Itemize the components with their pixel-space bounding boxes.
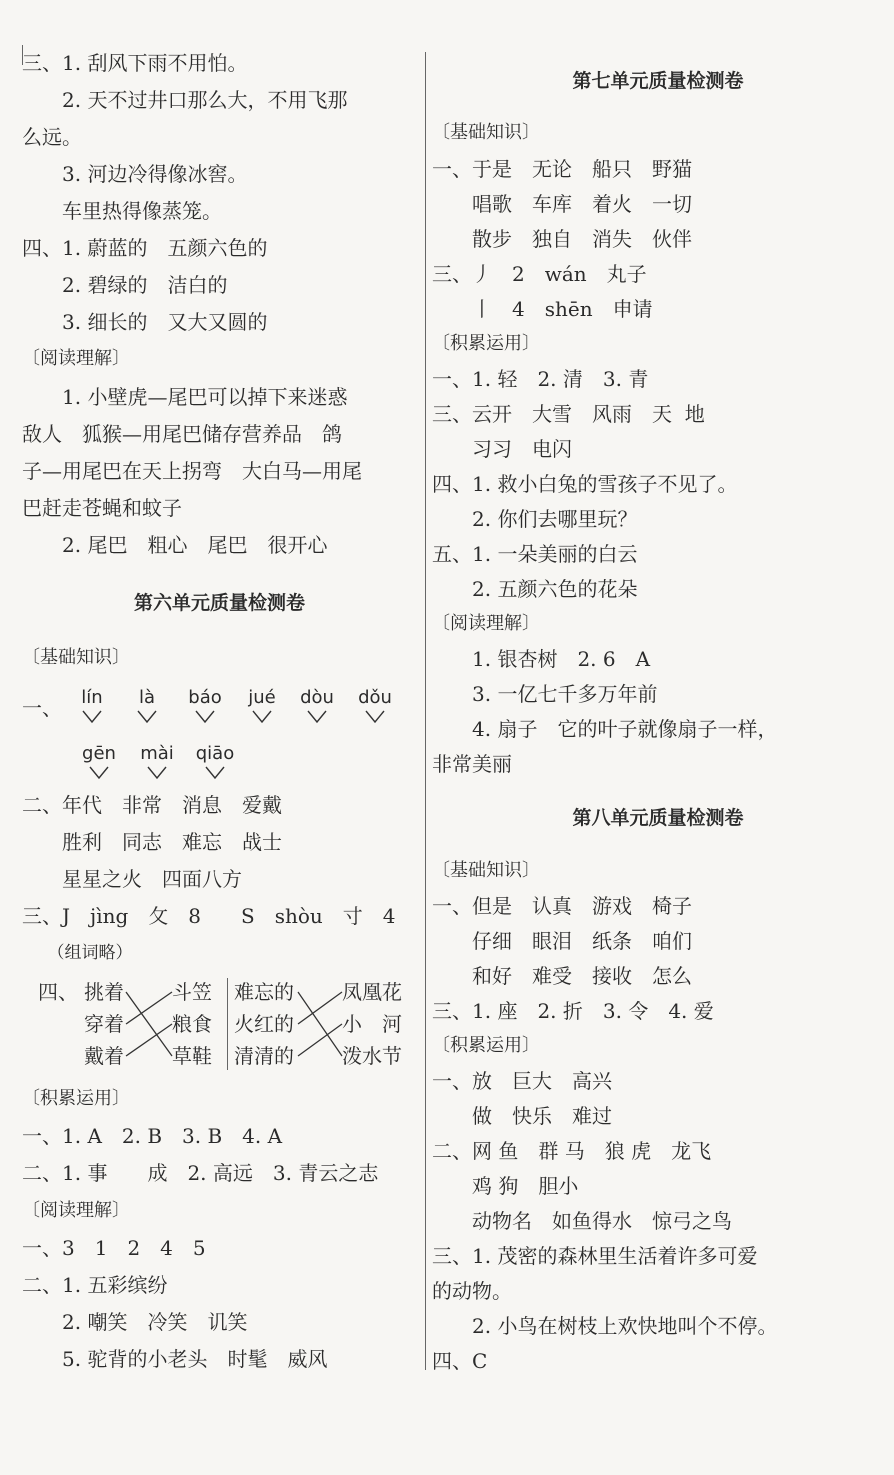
answer-line: 一、1. A 2. B 3. B 4. A [22,1124,283,1148]
match-item: 小 河 [342,1012,402,1036]
unit7-title: 第七单元质量检测卷 [572,70,744,92]
match-divider [227,978,228,1070]
pinyin-syllable: dòu [300,687,334,708]
match-lines-right [296,980,344,1070]
section-header: 〔积累运用〕 [432,333,540,354]
section-header: 〔基础知识〕 [22,647,130,668]
answer-line: 4. 扇子 它的叶子就像扇子一样， [432,717,778,741]
answer-line: 三、1. 座 2. 折 3. 令 4. 爱 [432,999,714,1023]
answer-line: 2. 五颜六色的花朵 [432,577,638,601]
pinyin-row-2 [22,742,417,792]
answer-line: 四、C [432,1349,488,1373]
answer-line: 胜利 同志 难忘 战士 [22,830,282,854]
answer-line: 一、1. 轻 2. 清 3. 青 [432,367,649,391]
match-item: 泼水节 [342,1044,402,1068]
answer-line: 三、J jìng 攵 8 S shòu 寸 4 [22,904,396,928]
answer-line: 一、3 1 2 4 5 [22,1236,206,1260]
check-mark-icon [203,766,227,780]
section-header: 〔积累运用〕 [432,1035,540,1056]
section-header: 〔阅读理解〕 [22,348,130,369]
answer-line: 星星之火 四面八方 [22,867,242,891]
answer-line: 三、云开 大雪 风雨 天 地 [432,402,705,426]
match-item: 粮食 [172,1012,212,1036]
check-mark-icon [250,710,274,724]
check-mark-icon [193,710,217,724]
pinyin-item [67,686,117,724]
pinyin-syllable: dǒu [358,687,392,708]
answer-line: 做 快乐 难过 [432,1104,612,1128]
pinyin-syllable: jué [248,687,276,708]
answer-line: 唱歌 车库 着火 一切 [432,192,692,216]
check-mark-icon [80,710,104,724]
answer-line: 一、放 巨大 高兴 [432,1069,612,1093]
answer-line: 二、年代 非常 消息 爱戴 [22,793,282,817]
answer-line: 五、1. 一朵美丽的白云 [432,542,638,566]
pinyin-syllable: là [138,687,156,708]
match-item: 清清的 [234,1044,294,1068]
pinyin-item [190,742,240,780]
check-mark-icon [305,710,329,724]
answer-line: 2. 你们去哪里玩？ [432,507,638,531]
pinyin-item [122,686,172,724]
pinyin-syllable: báo [188,687,222,708]
answer-line: 鸡 狗 胆小 [432,1174,579,1198]
answer-line: 巴赶走苍蝇和蚊子 [22,496,182,520]
answer-line: 和好 难受 接收 怎么 [432,964,692,988]
answer-line: 一、但是 认真 游戏 椅子 [432,894,692,918]
pinyin-item [132,742,182,780]
answer-line: 习习 电闪 [432,437,572,461]
answer-line: 2. 嘲笑 冷笑 讥笑 [22,1310,248,1334]
unit6-title: 第六单元质量检测卷 [133,592,305,614]
answer-line: 敌人 狐猴—用尾巴储存营养品 鸽 [22,422,342,446]
column-divider [425,52,426,1370]
section-header: 〔阅读理解〕 [432,613,540,634]
pinyin-syllable: mài [140,743,174,764]
match-item: 难忘的 [234,980,294,1004]
pinyin-item [180,686,230,724]
pinyin-item [237,686,287,724]
answer-line: 二、1. 五彩缤纷 [22,1273,168,1297]
answer-line: 三、丿 2 wán 丸子 [432,262,647,286]
pinyin-item [350,686,400,724]
section-header: 〔阅读理解〕 [22,1200,130,1221]
pinyin-syllable: qiāo [195,743,235,764]
section-header: 〔基础知识〕 [432,860,540,881]
answer-line: 2. 天不过井口那么大，不用飞那 [22,88,348,112]
answer-line: 1. 小壁虎—尾巴可以掉下来迷惑 [22,385,348,409]
match-item: 斗笠 [172,980,212,1004]
answer-line: 仔细 眼泪 纸条 咱们 [432,929,692,953]
question-prefix: 一、 [22,696,62,720]
answer-line: 1. 银杏树 2. 6 A [432,647,651,671]
answer-line: 一、于是 无论 船只 野猫 [432,157,692,181]
answer-line: 丨 4 shēn 申请 [432,297,653,321]
answer-line: 的动物。 [432,1279,512,1303]
pinyin-item [74,742,124,780]
answer-line: 2. 碧绿的 洁白的 [22,273,228,297]
pinyin-item [292,686,342,724]
match-item: 挑着 [84,980,124,1004]
match-item: 草鞋 [172,1044,212,1068]
answer-line: 非常美丽 [432,752,512,776]
answer-line: 5. 驼背的小老头 时髦 威风 [22,1347,328,1371]
section-header: 〔基础知识〕 [432,122,540,143]
match-item: 穿着 [84,1012,124,1036]
answer-line: 3. 河边冷得像冰窖。 [22,162,248,186]
answer-line: 散步 独自 消失 伙伴 [432,227,692,251]
answer-line: 动物名 如鱼得水 惊弓之鸟 [432,1209,732,1233]
answer-line: 子—用尾巴在天上拐弯 大白马—用尾 [22,459,362,483]
answer-line: 3. 细长的 又大又圆的 [22,310,268,334]
answer-line: 四、1. 救小白兔的雪孩子不见了。 [432,472,738,496]
answer-line: 二、1. 事 成 2. 高远 3. 青云之志 [22,1161,379,1185]
check-mark-icon [87,766,111,780]
check-mark-icon [135,710,159,724]
unit8-title: 第八单元质量检测卷 [572,807,744,829]
pinyin-syllable: gēn [82,743,116,764]
answer-line: （组词略） [22,943,133,963]
match-lines-left [124,980,174,1070]
answer-line: 四、1. 蔚蓝的 五颜六色的 [22,236,268,260]
section-header: 〔积累运用〕 [22,1088,130,1109]
match-item: 凤凰花 [342,980,402,1004]
question-prefix: 四、 [38,980,78,1004]
pinyin-row-1 [22,686,417,736]
answer-line: 三、1. 茂密的森林里生活着许多可爱 [432,1244,758,1268]
answer-line: 2. 尾巴 粗心 尾巴 很开心 [22,533,328,557]
match-item: 戴着 [84,1044,124,1068]
answer-line: 三、1. 刮风下雨不用怕。 [22,51,248,75]
check-mark-icon [145,766,169,780]
answer-line: 车里热得像蒸笼。 [22,199,222,223]
answer-line: 二、网 鱼 群 马 狼 虎 龙飞 [432,1139,712,1163]
check-mark-icon [363,710,387,724]
pinyin-syllable: lín [81,687,103,708]
answer-line: 3. 一亿七千多万年前 [432,682,658,706]
answer-line: 2. 小鸟在树枝上欢快地叫个不停。 [432,1314,778,1338]
match-item: 火红的 [234,1012,294,1036]
answer-line: 么远。 [22,125,82,149]
